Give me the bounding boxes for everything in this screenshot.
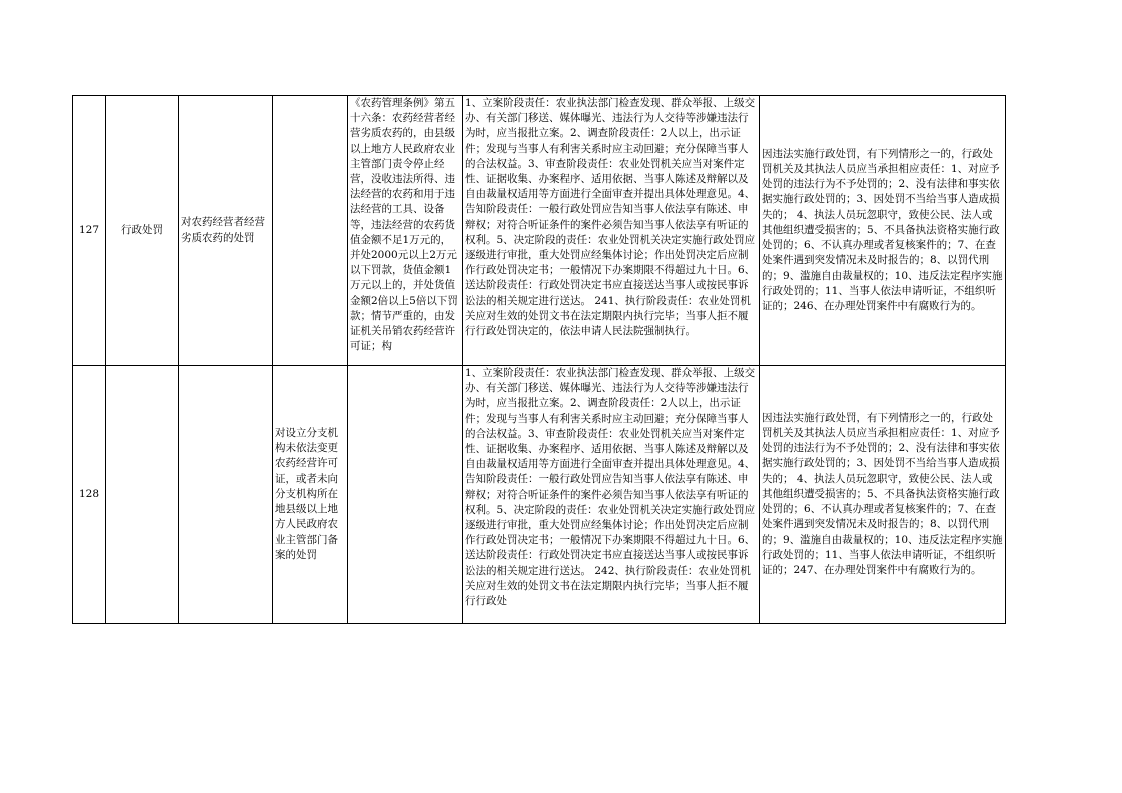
category-cell (106, 366, 179, 624)
penalty-table (72, 95, 1006, 624)
basis-text: 《农药管理条例》第五十六条：农药经营者经营劣质农药的，由县级以上地方人民政府农业主管部门责令停止经营，没收违法所得、违法经营的农药和用于违法经营的工具、设备等，违法经营的农药货值金额不足1万元的，并处2000元以上2万元以下罚款，货值金额1万元以上的，并处货值金额2倍以上5倍以下罚款；情节严重的，由发证机关吊销农药经营许可证；构 (350, 97, 458, 353)
category-cell: 行政处罚 (106, 96, 179, 366)
table-row (73, 366, 1006, 624)
accountability-text: 因违法实施行政处罚，有下列情形之一的，行政处罚机关及其执法人员应当承担相应责任：1、对应予处罚的违法行为不予处罚的；2、没有法律和事实依据实施行政处罚的；3、因处罚不当给当事人造成损失的； 4、执法人员玩忽职守，致使公民、法人或其他组织遭受损害的；5、不具备执法资格实施行政处罚的；6、不认真办理或者复核案件的；7、在查处案件遇到突发情况未及时报告的；8、以罚代刑的；9、滥施自由裁量权的；10、违反法定程序实施行政处罚的；11、当事人依法申请听证，不组织听证的；246、在办理处罚案件中有腐败行为的。 (762, 147, 1003, 312)
table-row (73, 96, 1006, 366)
item-name-cell (179, 366, 273, 624)
basis-cell (348, 96, 463, 366)
responsibility-text: 1、立案阶段责任：农业执法部门检查发现、群众举报、上级交办、有关部门移送、媒体曝光、违法行为人交待等涉嫌违法行为时，应当报批立案。2、调查阶段责任：2人以上，出示证件；发现与当事人有利害关系时应主动回避；充分保障当事人的合法权益。3、审查阶段责任：农业处罚机关应当对案件定性、证据收集、办案程序、适用依据、当事人陈述及辩解以及自由裁量权适用等方面进行全面审查并提出具体处理意见。4、告知阶段责任：一般行政处罚应告知当事人依法享有陈述、申辩权；对符合听证条件的案件必须告知当事人依法享有听证的权利。5、决定阶段的责任：农业处罚机关决定实施行政处罚应逐级进行审批，重大处罚应经集体讨论；作出处罚决定后应制作行政处罚决定书；一般情况下办案期限不得超过九十日。6、送达阶段责任：行政处罚决定书应直接送达当事人或按民事诉讼法的相关规定进行送达。 241、执行阶段责任：农业处罚机关应对生效的处罚文书在法定期限内执行完毕；当事人拒不履行行政处罚决定的，依法申请人民法院强制执行。 (465, 97, 756, 338)
basis-cell (348, 366, 463, 624)
seq-cell: 127 (73, 96, 106, 366)
sub-item-cell (273, 96, 348, 366)
responsibility-text: 1、立案阶段责任：农业执法部门检查发现、群众举报、上级交办、有关部门移送、媒体曝光、违法行为人交待等涉嫌违法行为时，应当报批立案。2、调查阶段责任：2人以上，出示证件；发现与当事人有利害关系时应主动回避；充分保障当事人的合法权益。3、审查阶段责任：农业处罚机关应当对案件定性、证据收集、办案程序、适用依据、当事人陈述及辩解以及自由裁量权适用等方面进行全面审查并提出具体处理意见。4、告知阶段责任：一般行政处罚应告知当事人依法享有陈述、申辩权；对符合听证条件的案件必须告知当事人依法享有听证的权利。5、决定阶段的责任：农业处罚机关决定实施行政处罚应逐级进行审批，重大处罚应经集体讨论；作出处罚决定后应制作行政处罚决定书；一般情况下办案期限不得超过九十日。6、送达阶段责任：行政处罚决定书应直接送达当事人或按民事诉讼法的相关规定进行送达。 242、执行阶段责任：农业处罚机关应对生效的处罚文书在法定期限内执行完毕；当事人拒不履行行政处 (465, 367, 756, 608)
responsibility-cell (463, 366, 760, 624)
accountability-text: 因违法实施行政处罚，有下列情形之一的，行政处罚机关及其执法人员应当承担相应责任：1、对应予处罚的违法行为不予处罚的；2、没有法律和事实依据实施行政处罚的；3、因处罚不当给当事人造成损失的； 4、执法人员玩忽职守，致使公民、法人或其他组织遭受损害的；5、不具备执法资格实施行政处罚的；6、不认真办理或者复核案件的；7、在查处案件遇到突发情况未及时报告的；8、以罚代刑的；9、滥施自由裁量权的；10、违反法定程序实施行政处罚的；11、当事人依法申请听证，不组织听证的；247、在办理处罚案件中有腐败行为的。 (762, 411, 1003, 576)
accountability-cell (760, 96, 1006, 366)
accountability-cell (760, 366, 1006, 624)
seq-cell: 128 (73, 366, 106, 624)
sub-item-cell (273, 366, 348, 624)
sub-item-text: 对设立分支机构未依法变更农药经营许可证，或者未向分支机构所在地县级以上地方人民政府农业主管部门备案的处罚 (275, 427, 338, 561)
item-name-cell: 对农药经营者经营劣质农药的处罚 (179, 96, 273, 366)
responsibility-cell (463, 96, 760, 366)
